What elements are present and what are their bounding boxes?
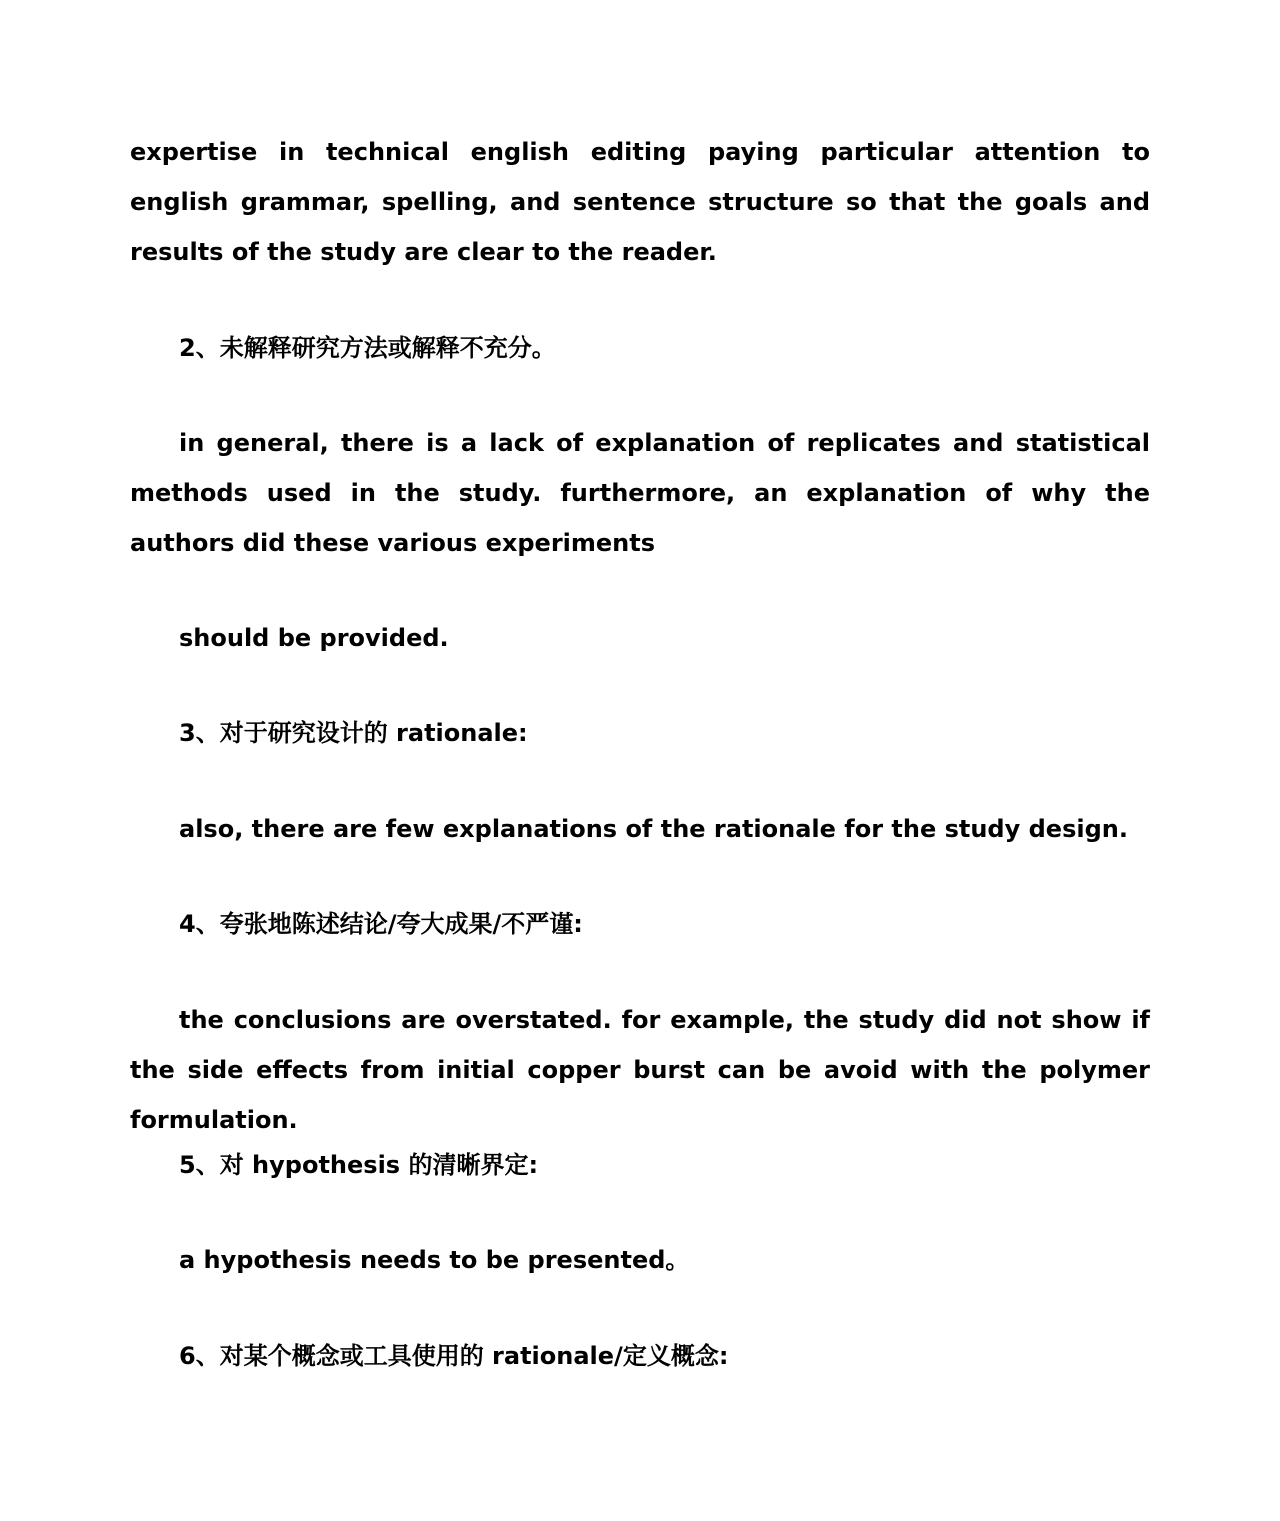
paragraph-methods: in general, there is a lack of explanation of replicates and statistical methods used in the study. furthermore, an explanation of why the authors did these various experiments (130, 429, 1150, 557)
paragraph-rationale: also, there are few explanations of the rationale for the study design. (179, 815, 1128, 843)
heading-item-2: 2、未解释研究方法或解释不充分。 (179, 334, 556, 362)
heading-item-5: 5、对 hypothesis 的清晰界定: (179, 1151, 539, 1179)
paragraph-intro-continued: expertise in technical english editing paying particular attention to english grammar, spelling, and sentence structure so that the goals and results of the study are clear to the reader. (130, 138, 1150, 266)
paragraph-hypothesis: a hypothesis needs to be presented。 (179, 1246, 690, 1274)
heading-item-4: 4、夸张地陈述结论/夸大成果/不严谨: (179, 910, 583, 938)
heading-item-3: 3、对于研究设计的 rationale: (179, 719, 528, 747)
heading-item-6: 6、对某个概念或工具使用的 rationale/定义概念: (179, 1342, 729, 1370)
paragraph-overstated: the conclusions are overstated. for example, the study did not show if the side effects from initial copper burst can be avoid with the polymer formulation. (130, 1006, 1150, 1134)
paragraph-methods-continued: should be provided. (179, 624, 449, 652)
